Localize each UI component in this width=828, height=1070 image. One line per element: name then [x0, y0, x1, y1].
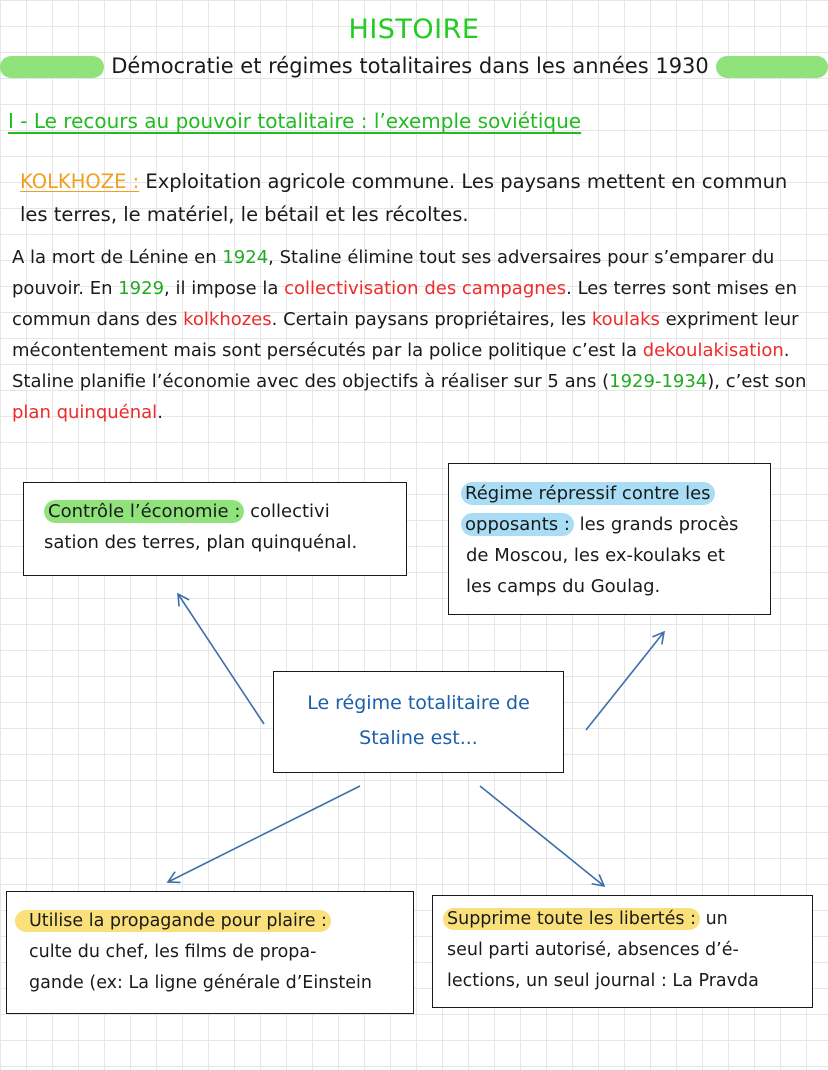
box-repression [448, 463, 771, 615]
box-liberties-text: un [700, 909, 728, 929]
box-economy-label: Contrôle l’économie : [44, 500, 244, 523]
paragraph-text: . [157, 402, 163, 423]
keyword-plan-quinquenal: plan quinquénal [12, 402, 158, 423]
keyword-collectivisation: collectivisation des campagnes [284, 278, 567, 299]
paragraph-text: . Certain paysans propriétaires, les [271, 309, 592, 330]
box-economy [23, 482, 407, 576]
center-text: Le régime totalitaire de [307, 692, 530, 714]
box-liberties-text: seul parti autorisé, absences d’é- [447, 940, 739, 960]
paragraph-text: expriment leur mécontentement mais sont persécutés par la police politique c’est la [12, 309, 799, 361]
arrow-bottom-right [480, 786, 604, 886]
definition-term: KOLKHOZE : [20, 170, 140, 193]
box-propaganda-text: gande (ex: La ligne générale d’Einstein [29, 973, 372, 993]
box-economy-text: collectivi [244, 501, 330, 522]
year-1924: 1924 [222, 247, 269, 268]
arrow-top-left [178, 594, 264, 724]
box-propaganda [6, 891, 414, 1014]
paragraph-text: , Staline élimine tout ses adversaires pour s’emparer du pouvoir. En [12, 247, 775, 299]
box-economy-text: sation des terres, plan quinquénal. [44, 532, 358, 553]
box-repression-text: les camps du Goulag. [466, 576, 661, 597]
box-repression-label: opposants : [461, 513, 574, 536]
years-plan: 1929-1934 [609, 371, 708, 392]
definition-text: Exploitation agricole commune. Les paysans mettent en commun les terres, le matériel, le bétail et les récoltes. [20, 170, 788, 226]
paragraph-text: . Les terres sont mises en commun dans des [12, 278, 797, 330]
box-liberties [432, 895, 813, 1008]
keyword-dekoulakisation: dekoulakisation [642, 340, 784, 361]
center-text: Staline est... [359, 727, 478, 749]
year-1929: 1929 [118, 278, 165, 299]
box-repression-text: de Moscou, les ex-koulaks et [466, 545, 725, 566]
paragraph-text: A la mort de Lénine en [12, 247, 223, 268]
section-heading: I - Le recours au pouvoir totalitaire : l’exemple soviétique [8, 109, 582, 133]
paragraph-text: . [783, 340, 790, 361]
box-liberties-label: Supprime toute les libertés : [443, 908, 700, 930]
paragraph-text: Staline planifie l’économie avec des objectifs à réaliser sur 5 ans ( [12, 371, 610, 392]
arrow-bottom-left [168, 786, 360, 882]
box-liberties-text: lections, un seul journal : La Pravda [447, 971, 759, 991]
box-repression-label: Régime répressif contre les [461, 482, 715, 505]
page-title: HISTOIRE [348, 14, 480, 45]
box-repression-text: les grands procès [573, 514, 739, 535]
paragraph-text: , il impose la [164, 278, 285, 299]
paragraph-text: ), c’est son [707, 371, 807, 392]
keyword-kolkhozes: kolkhozes [183, 309, 272, 330]
box-center [273, 671, 564, 773]
arrow-top-right [586, 632, 664, 730]
box-propaganda-label: Utilise la propagande pour plaire : [15, 910, 331, 932]
keyword-koulaks: koulaks [591, 309, 660, 330]
box-propaganda-text: culte du chef, les films de propa- [29, 942, 317, 962]
page-subtitle: Démocratie et régimes totalitaires dans les années 1930 [111, 54, 709, 78]
